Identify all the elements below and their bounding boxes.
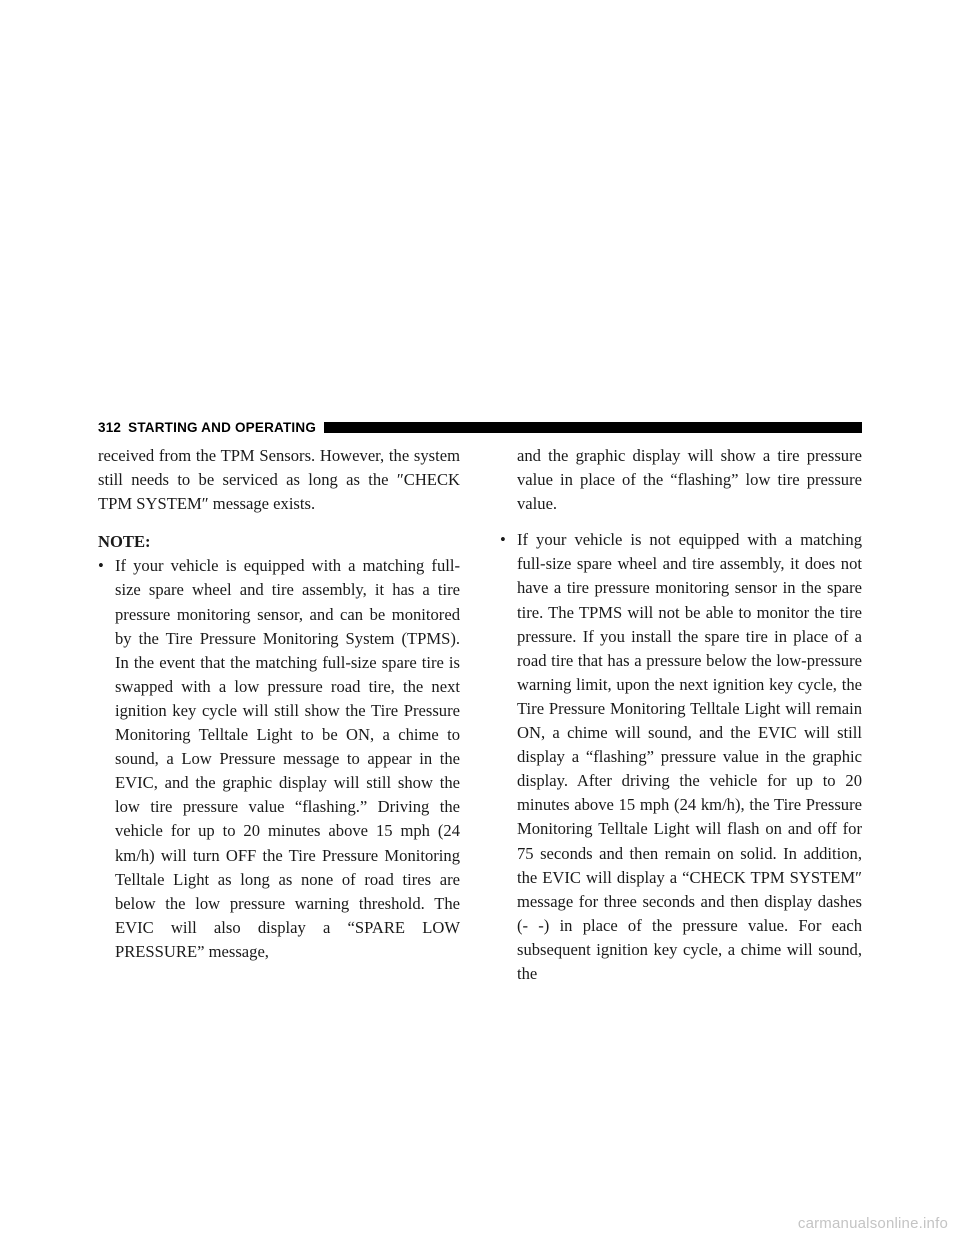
right-column [500,444,862,986]
page-number: 312 [98,419,122,435]
header-rule [324,422,862,433]
bullet-icon: • [98,556,104,576]
bullet-text: If your vehicle is equipped with a matching full-size spare wheel and tire assembly, it has a tire pressure monitoring sensor, and can be monitored by the Tire Pressure Monitoring System (TPMS). In the event that the matching full-size spare tire is swapped with a low pressure road tire, the next ignition key cycle will still show the Tire Pressure Monitoring Telltale Light to be ON, a chime to sound, a Low Pressure message to appear in the EVIC, and the graphic display will still show the low tire pressure value “flashing.” Driving the vehicle for up to 20 minutes above 15 mph (24 km/h) will turn OFF the Tire Pressure Monitoring Telltale Light as long as none of road tires are below the low pressure warning threshold. The EVIC will also display a “SPARE LOW PRESSURE” message, [115,556,460,961]
continuation-paragraph: and the graphic display will show a tire pressure value in place of the “flashing” low tire pressure value. [517,446,862,514]
bullet-text: If your vehicle is not equipped with a matching full-size spare wheel and tire assembly, it does not have a tire pressure monitoring sensor in the spare tire. The TPMS will not be able to monitor the tire pressure. If you install the spare tire in place of a road tire that has a pressure below the low-pressure warning limit, upon the next ignition key cycle, the Tire Pressure Monitoring Telltale Light will remain ON, a chime will sound, and the EVIC will still display a “flashing” pressure value in the graphic display. After driving the vehicle for up to 20 minutes above 15 mph (24 km/h), the Tire Pressure Monitoring Telltale Light will flash on and off for 75 seconds and then remain on solid. In addition, the EVIC will display a “CHECK TPM SYSTEM″ message for three seconds and then display dashes (- -) in place of the pressure value. For each subsequent ignition key cycle, a chime will sound, the [517,530,862,983]
watermark: carmanualsonline.info [797,1215,948,1232]
bullet-icon: • [500,530,506,550]
intro-paragraph: received from the TPM Sensors. However, the system still needs to be serviced as long as the ″CHECK TPM SYSTEM″ message exists. [98,446,460,514]
page-header [98,418,862,436]
bullet-item [500,528,862,986]
note-heading: NOTE: [98,532,151,552]
left-column [98,444,460,964]
section-title: STARTING AND OPERATING [128,419,317,435]
bullet-item [98,554,460,964]
